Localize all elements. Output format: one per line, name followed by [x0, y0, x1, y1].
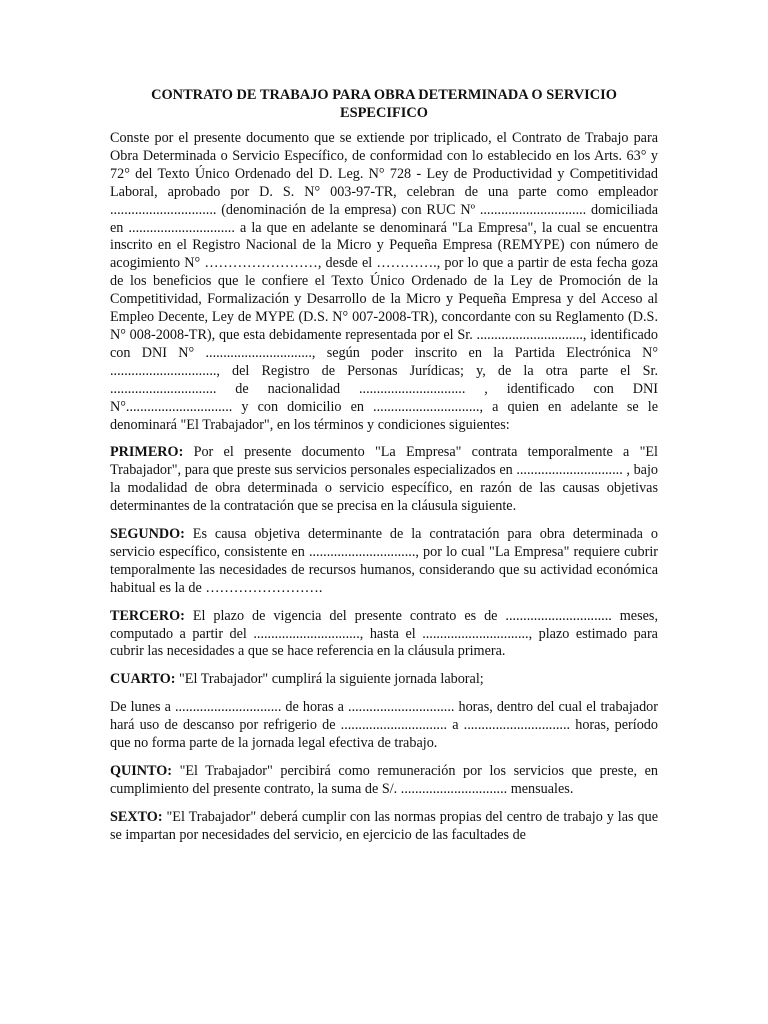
clause-text: Por el presente documento "La Empresa" contrata temporalmente a "El Trabajador", para que preste sus servicios personales especializados en .............................. , bajo la modalidad de obra determinada o servicio específico, en razón de las causas objetivas determinantes de la contratación que se precisa en la cláusula siguiente.: [110, 444, 658, 515]
clause-label: PRIMERO:: [110, 444, 184, 461]
document-title: CONTRATO DE TRABAJO PARA OBRA DETERMINADA O SERVICIO ESPECIFICO: [151, 87, 617, 121]
clause-primero: [110, 444, 658, 516]
clause-segundo: [110, 526, 658, 598]
intro-paragraph: Conste por el presente documento que se extiende por triplicado, el Contrato de Trabajo para Obra Determinada o Servicio Específico, de conformidad con lo establecido en los Arts. 63° y 72° del Texto Único Ordenado del D. Leg. N° 728 - Ley de Productividad y Competitividad Laboral, aprobado por D. S. N° 003-97-TR, celebran de una parte como empleador .............................. (denominación de la empresa) con RUC Nº .............................. domiciliada en .............................. a la que en adelante se denominará "La Empresa", la cual se encuentra inscrito en el Registro Nacional de la Micro y Pequeña Empresa (REMYPE) con número de acogimiento N° ……………………, desde el …………., por lo que a partir de esta fecha goza de los beneficios que le confiere el Texto Único Ordenado de la Ley de Promoción de la Competitividad, Formalización y Desarrollo de la Micro y Pequeña Empresa y del Acceso al Empleo Decente, Ley de MYPE (D.S. N° 007-2008-TR), concordante con su Reglamento (D.S. N° 008-2008-TR), que esta debidamente representada por el Sr. .............................., identificado con DNI N° .............................., según poder inscrito en la Partida Electrónica N° .............................., del Registro de Personas Jurídicas; y, de la otra parte el Sr. .............................. de nacionalidad .............................. , identificado con DNI N°.............................. y con domicilio en .............................., a quien en adelante se le denominará "El Trabajador", en los términos y condiciones siguientes:: [110, 130, 658, 433]
clause-text: El plazo de vigencia del presente contrato es de .............................. meses, computado a partir del .............................., hasta el .............................., plazo estimado para cubrir las necesidades a que se hace referencia en la cláusula primera.: [110, 607, 658, 660]
clause-sexto: [110, 809, 658, 845]
clause-label: SEGUNDO:: [110, 526, 185, 543]
clause-text: De lunes a .............................. de horas a .............................. horas, dentro del cual el trabajador hará uso de descanso por refrigerio de .............................. a .............................. horas, período que no forma parte de la jornada legal efectiva de trabajo.: [110, 699, 658, 752]
schedule-paragraph: [110, 699, 658, 753]
document-page: [110, 86, 658, 855]
clause-label: SEXTO:: [110, 808, 163, 825]
clause-text: "El Trabajador" percibirá como remuneración por los servicios que preste, en cumplimiento del presente contrato, la suma de S/. .............................. mensuales.: [110, 763, 658, 797]
clause-quinto: [110, 763, 658, 799]
clause-label: TERCERO:: [110, 607, 185, 624]
clause-text: "El Trabajador" deberá cumplir con las normas propias del centro de trabajo y las que se impartan por necesidades del servicio, en ejercicio de las facultades de: [110, 808, 658, 843]
clause-text: Es causa objetiva determinante de la contratación para obra determinada o servicio específico, consistente en .............................., por lo cual "La Empresa" requiere cubrir temporalmente las necesidades de recursos humanos, considerando que su actividad económica habitual es la de …………………….: [110, 526, 658, 596]
clause-label: QUINTO:: [110, 763, 173, 779]
clause-label: CUARTO:: [110, 671, 176, 688]
clause-text: "El Trabajador" cumplirá la siguiente jornada laboral;: [175, 671, 484, 688]
clause-cuarto: [110, 671, 658, 689]
clause-tercero: [110, 608, 658, 662]
